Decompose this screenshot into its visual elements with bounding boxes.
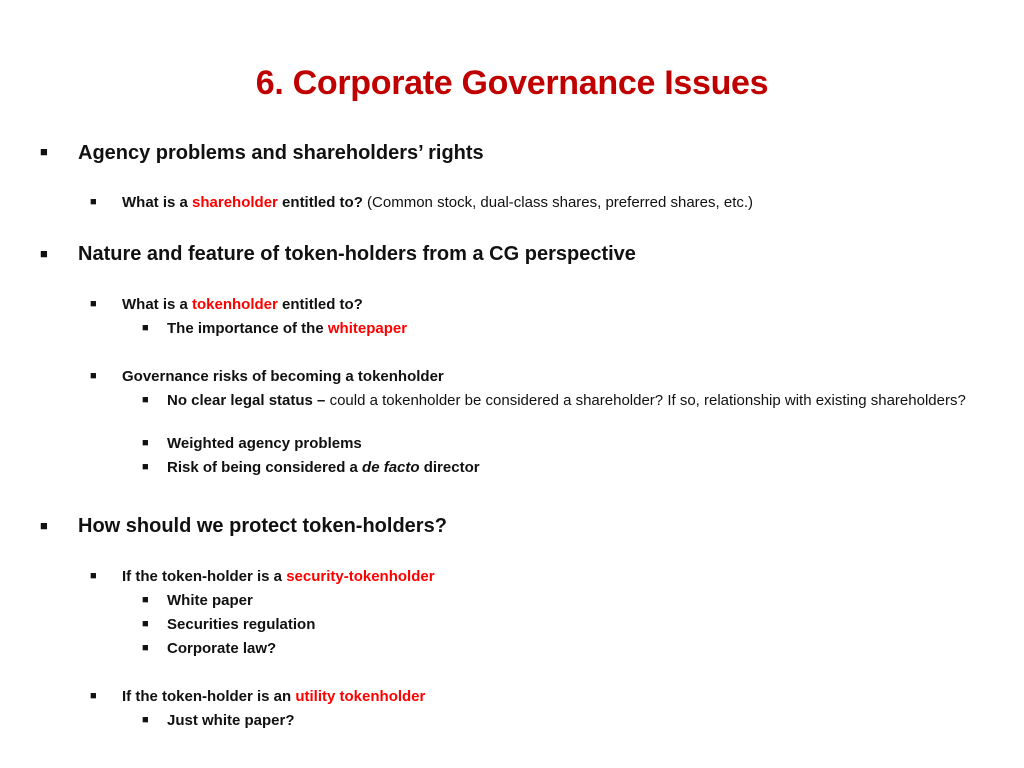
square-bullet-icon: ■ [142,437,149,449]
slide-title: 6. Corporate Governance Issues [255,64,769,102]
subitem-weighted-agency: Weighted agency problems [167,435,362,452]
text: entitled to? [277,194,363,211]
text: No clear legal status – [167,392,330,409]
italic-de-facto: de facto [362,459,420,476]
square-bullet-icon: ■ [142,642,149,654]
square-bullet-icon: ■ [40,144,48,159]
item-governance-risks: Governance risks of becoming a tokenholder [122,368,444,385]
square-bullet-icon: ■ [142,461,149,473]
square-bullet-icon: ■ [142,322,149,334]
square-bullet-icon: ■ [90,196,97,208]
text: director [419,459,480,476]
section-heading-token-holders: Nature and feature of token-holders from a CG perspective [78,243,636,265]
highlight-tokenholder: tokenholder [192,296,278,313]
text: What is a [122,296,193,313]
highlight-whitepaper: whitepaper [327,320,408,337]
square-bullet-icon: ■ [90,370,97,382]
square-bullet-icon: ■ [142,594,149,606]
text: entitled to? [277,296,363,313]
highlight-security-tokenholder: security-tokenholder [286,568,435,585]
text: The importance of the [167,320,328,337]
text: If the token-holder is a [122,568,287,585]
square-bullet-icon: ■ [40,246,48,261]
highlight-utility-tokenholder: utility tokenholder [295,688,426,705]
item-security-tokenholder [122,568,435,585]
square-bullet-icon: ■ [90,570,97,582]
square-bullet-icon: ■ [142,714,149,726]
item-shareholder-entitlement [122,194,753,211]
item-tokenholder-entitlement [122,296,363,313]
square-bullet-icon: ■ [90,690,97,702]
square-bullet-icon: ■ [40,518,48,533]
text: could a tokenholder be considered a shareholder? If so, relationship with existing shareholders? [329,392,966,409]
note-text: (Common stock, dual-class shares, preferred shares, etc.) [362,194,754,211]
text: What is a [122,194,193,211]
subitem-securities-regulation: Securities regulation [167,616,316,633]
item-utility-tokenholder [122,688,425,705]
subitem-whitepaper-importance [167,319,967,338]
subitem-no-clear-legal-status [167,391,967,410]
subitem-de-facto-director [167,458,967,477]
section-heading-protect: How should we protect token-holders? [78,515,447,537]
text: Risk of being considered a [167,459,363,476]
text: If the token-holder is an [122,688,296,705]
subitem-corporate-law: Corporate law? [167,640,277,657]
square-bullet-icon: ■ [90,298,97,310]
subitem-just-white-paper: Just white paper? [167,712,295,729]
section-heading-agency: Agency problems and shareholders’ rights [78,142,484,164]
highlight-shareholder: shareholder [192,194,278,211]
square-bullet-icon: ■ [142,394,149,406]
subitem-white-paper: White paper [167,592,253,609]
square-bullet-icon: ■ [142,618,149,630]
